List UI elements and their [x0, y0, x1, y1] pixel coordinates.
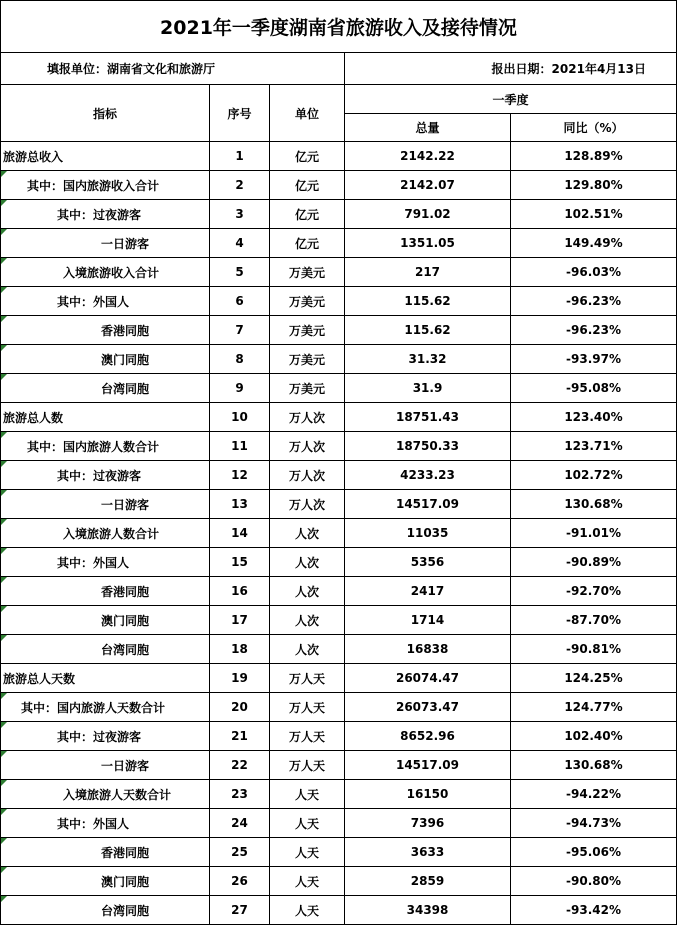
table-row	[1, 780, 677, 809]
seq-cell: 5	[210, 258, 270, 287]
header-q1: 一季度	[345, 85, 677, 114]
seq-cell: 2	[210, 171, 270, 200]
indicator-cell: 台湾同胞	[1, 896, 210, 925]
unit-cell: 人天	[270, 896, 345, 925]
unit-cell: 亿元	[270, 142, 345, 171]
unit-cell: 万人次	[270, 403, 345, 432]
total-cell: 18750.33	[345, 432, 511, 461]
seq-cell: 26	[210, 867, 270, 896]
yoy-cell: 129.80%	[511, 171, 677, 200]
total-cell: 26073.47	[345, 693, 511, 722]
page-title: 2021年一季度湖南省旅游收入及接待情况	[1, 1, 677, 53]
table-row	[1, 722, 677, 751]
total-cell: 115.62	[345, 287, 511, 316]
indicator-cell: 一日游客	[1, 490, 210, 519]
indicator-cell: 澳门同胞	[1, 345, 210, 374]
seq-cell: 21	[210, 722, 270, 751]
seq-cell: 1	[210, 142, 270, 171]
table-row	[1, 751, 677, 780]
header-yoy: 同比（%）	[511, 114, 677, 142]
meta-row	[1, 53, 677, 85]
total-cell: 7396	[345, 809, 511, 838]
total-cell: 18751.43	[345, 403, 511, 432]
unit-cell: 人天	[270, 867, 345, 896]
total-cell: 14517.09	[345, 751, 511, 780]
yoy-cell: 102.72%	[511, 461, 677, 490]
indicator-cell: 台湾同胞	[1, 635, 210, 664]
indicator-cell: 旅游总人天数	[1, 664, 210, 693]
table-row	[1, 403, 677, 432]
total-cell: 5356	[345, 548, 511, 577]
yoy-cell: -90.89%	[511, 548, 677, 577]
table-row	[1, 867, 677, 896]
indicator-cell: 其中：过夜游客	[1, 461, 210, 490]
seq-cell: 12	[210, 461, 270, 490]
indicator-cell: 一日游客	[1, 751, 210, 780]
seq-cell: 6	[210, 287, 270, 316]
unit-cell: 万人次	[270, 490, 345, 519]
unit-cell: 万美元	[270, 316, 345, 345]
unit-cell: 万人天	[270, 751, 345, 780]
indicator-cell: 入境旅游人数合计	[1, 519, 210, 548]
total-cell: 34398	[345, 896, 511, 925]
seq-cell: 8	[210, 345, 270, 374]
yoy-cell: -90.81%	[511, 635, 677, 664]
yoy-cell: 123.40%	[511, 403, 677, 432]
seq-cell: 23	[210, 780, 270, 809]
table-row	[1, 519, 677, 548]
report-date: 报出日期：2021年4月13日	[345, 53, 677, 85]
yoy-cell: 124.77%	[511, 693, 677, 722]
total-cell: 3633	[345, 838, 511, 867]
total-cell: 1351.05	[345, 229, 511, 258]
unit-cell: 万人天	[270, 693, 345, 722]
unit-cell: 人天	[270, 809, 345, 838]
table-row	[1, 809, 677, 838]
yoy-cell: 124.25%	[511, 664, 677, 693]
yoy-cell: -96.23%	[511, 287, 677, 316]
indicator-cell: 一日游客	[1, 229, 210, 258]
indicator-cell: 其中：国内旅游人数合计	[1, 432, 210, 461]
table-row	[1, 664, 677, 693]
total-cell: 8652.96	[345, 722, 511, 751]
indicator-cell: 其中：过夜游客	[1, 722, 210, 751]
total-cell: 4233.23	[345, 461, 511, 490]
table-row	[1, 461, 677, 490]
seq-cell: 7	[210, 316, 270, 345]
unit-cell: 万美元	[270, 345, 345, 374]
total-cell: 16150	[345, 780, 511, 809]
unit-cell: 万人次	[270, 461, 345, 490]
header-indicator: 指标	[1, 85, 210, 142]
yoy-cell: -94.73%	[511, 809, 677, 838]
unit-cell: 人次	[270, 577, 345, 606]
table-row	[1, 577, 677, 606]
yoy-cell: 123.71%	[511, 432, 677, 461]
header-row-1	[1, 85, 677, 114]
total-cell: 11035	[345, 519, 511, 548]
indicator-cell: 其中：外国人	[1, 548, 210, 577]
seq-cell: 19	[210, 664, 270, 693]
table-row	[1, 374, 677, 403]
yoy-cell: -95.08%	[511, 374, 677, 403]
total-cell: 2142.07	[345, 171, 511, 200]
yoy-cell: -90.80%	[511, 867, 677, 896]
yoy-cell: -96.03%	[511, 258, 677, 287]
total-cell: 217	[345, 258, 511, 287]
table-row	[1, 200, 677, 229]
header-seq: 序号	[210, 85, 270, 142]
title-row	[1, 1, 677, 53]
seq-cell: 13	[210, 490, 270, 519]
indicator-cell: 其中：国内旅游收入合计	[1, 171, 210, 200]
seq-cell: 24	[210, 809, 270, 838]
table-row	[1, 229, 677, 258]
seq-cell: 20	[210, 693, 270, 722]
yoy-cell: 149.49%	[511, 229, 677, 258]
table-row	[1, 287, 677, 316]
header-unit: 单位	[270, 85, 345, 142]
yoy-cell: 102.40%	[511, 722, 677, 751]
yoy-cell: -93.97%	[511, 345, 677, 374]
table-row	[1, 548, 677, 577]
total-cell: 1714	[345, 606, 511, 635]
unit-cell: 人次	[270, 635, 345, 664]
yoy-cell: -96.23%	[511, 316, 677, 345]
seq-cell: 4	[210, 229, 270, 258]
indicator-cell: 台湾同胞	[1, 374, 210, 403]
indicator-cell: 其中：外国人	[1, 809, 210, 838]
total-cell: 14517.09	[345, 490, 511, 519]
unit-cell: 万人天	[270, 722, 345, 751]
seq-cell: 9	[210, 374, 270, 403]
yoy-cell: -91.01%	[511, 519, 677, 548]
unit-cell: 万人天	[270, 664, 345, 693]
seq-cell: 18	[210, 635, 270, 664]
unit-cell: 万美元	[270, 374, 345, 403]
total-cell: 2142.22	[345, 142, 511, 171]
table-row	[1, 838, 677, 867]
unit-cell: 万美元	[270, 258, 345, 287]
total-cell: 31.32	[345, 345, 511, 374]
table-row	[1, 490, 677, 519]
total-cell: 16838	[345, 635, 511, 664]
seq-cell: 11	[210, 432, 270, 461]
seq-cell: 27	[210, 896, 270, 925]
unit-cell: 亿元	[270, 171, 345, 200]
table-row	[1, 345, 677, 374]
yoy-cell: 130.68%	[511, 751, 677, 780]
seq-cell: 17	[210, 606, 270, 635]
total-cell: 115.62	[345, 316, 511, 345]
unit-cell: 人次	[270, 548, 345, 577]
unit-cell: 人天	[270, 838, 345, 867]
indicator-cell: 香港同胞	[1, 316, 210, 345]
table-row	[1, 258, 677, 287]
header-total: 总量	[345, 114, 511, 142]
yoy-cell: 128.89%	[511, 142, 677, 171]
yoy-cell: 130.68%	[511, 490, 677, 519]
unit-cell: 万美元	[270, 287, 345, 316]
seq-cell: 16	[210, 577, 270, 606]
total-cell: 26074.47	[345, 664, 511, 693]
table-row	[1, 896, 677, 925]
indicator-cell: 澳门同胞	[1, 606, 210, 635]
unit-cell: 万人次	[270, 432, 345, 461]
reporting-unit: 填报单位：湖南省文化和旅游厅	[1, 53, 345, 85]
yoy-cell: -95.06%	[511, 838, 677, 867]
unit-cell: 人次	[270, 606, 345, 635]
seq-cell: 15	[210, 548, 270, 577]
unit-cell: 亿元	[270, 200, 345, 229]
indicator-cell: 澳门同胞	[1, 867, 210, 896]
table-row	[1, 142, 677, 171]
seq-cell: 10	[210, 403, 270, 432]
unit-cell: 人次	[270, 519, 345, 548]
indicator-cell: 其中：国内旅游人天数合计	[1, 693, 210, 722]
indicator-cell: 其中：过夜游客	[1, 200, 210, 229]
indicator-cell: 旅游总收入	[1, 142, 210, 171]
table-row	[1, 635, 677, 664]
total-cell: 2417	[345, 577, 511, 606]
yoy-cell: -87.70%	[511, 606, 677, 635]
unit-cell: 人天	[270, 780, 345, 809]
seq-cell: 25	[210, 838, 270, 867]
total-cell: 791.02	[345, 200, 511, 229]
table-row	[1, 171, 677, 200]
yoy-cell: -92.70%	[511, 577, 677, 606]
table-row	[1, 693, 677, 722]
table-row	[1, 606, 677, 635]
yoy-cell: -94.22%	[511, 780, 677, 809]
table-row	[1, 432, 677, 461]
seq-cell: 14	[210, 519, 270, 548]
indicator-cell: 旅游总人数	[1, 403, 210, 432]
yoy-cell: -93.42%	[511, 896, 677, 925]
table-row	[1, 316, 677, 345]
total-cell: 31.9	[345, 374, 511, 403]
indicator-cell: 香港同胞	[1, 838, 210, 867]
yoy-cell: 102.51%	[511, 200, 677, 229]
unit-cell: 亿元	[270, 229, 345, 258]
indicator-cell: 其中：外国人	[1, 287, 210, 316]
indicator-cell: 香港同胞	[1, 577, 210, 606]
total-cell: 2859	[345, 867, 511, 896]
seq-cell: 3	[210, 200, 270, 229]
indicator-cell: 入境旅游人天数合计	[1, 780, 210, 809]
indicator-cell: 入境旅游收入合计	[1, 258, 210, 287]
seq-cell: 22	[210, 751, 270, 780]
